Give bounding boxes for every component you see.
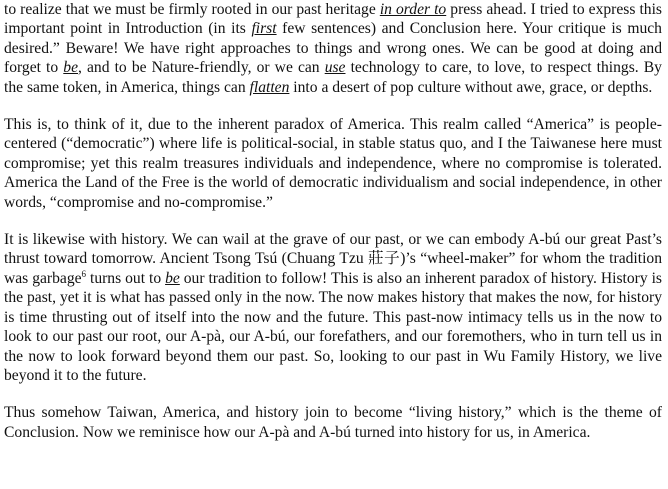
text-run: few sentences) and Conclusion here. Your critique is much desired.” Beware! We have right approaches to things and wrong ones. We can be good at doing and forget to bbox=[4, 20, 662, 77]
paragraph-heritage bbox=[4, 0, 662, 97]
emphasized-word: use bbox=[324, 59, 346, 77]
text-run: turns out to bbox=[86, 269, 166, 287]
emphasized-word: be bbox=[165, 269, 180, 287]
paragraph-history bbox=[4, 230, 662, 385]
paragraph-conclusion bbox=[4, 403, 662, 442]
text-run: This is, to think of it, due to the inherent paradox of America. This realm called “America” is people-centered (“democratic”) where life is political-social, in stable status quo, and I the Taiwanese here must compromise; yet this realm treasures individuals and independence, where no compromise is tolerated. America the Land of the Free is the world of democratic individualism and social independence, in other words, “compromise and no-compromise.” bbox=[4, 116, 662, 211]
text-run: technology to care, to love, to respect things. By the same token, in America, things can bbox=[4, 59, 662, 96]
paragraph-paradox-of-america bbox=[4, 115, 662, 212]
emphasized-word: first bbox=[251, 20, 277, 38]
text-run: our tradition to follow! This is also an inherent paradox of history. History is the past, yet it is what has passed only in the now. The now makes history that makes the now, for history is time thrusting out of itself into the now and the future. This past-now intimacy tells us in the now to look to our past our root, our A-pà, our A-bú, our forefathers, and our foremothers, who in turn tell us in the now to look forward beyond them our past. So, looking to our past in Wu Family History, we live beyond it to the future. bbox=[4, 269, 662, 384]
footnote-marker: 6 bbox=[81, 268, 87, 279]
text-run: into a desert of pop culture without awe, grace, or depths. bbox=[289, 78, 653, 96]
emphasized-word: in order to bbox=[379, 1, 447, 18]
text-run: , and to be Nature-friendly, or we can bbox=[78, 59, 325, 77]
text-run: press ahead. I tried to express this important point in Introduction (in its bbox=[4, 1, 662, 38]
text-run: Thus somehow Taiwan, America, and history join to become “living history,” which is the theme of Conclusion. Now we reminisce how our A-pà and A-bú turned into history for us, in America. bbox=[4, 404, 662, 441]
emphasized-word: be bbox=[63, 59, 78, 77]
text-run: to realize that we must be firmly rooted in our past heritage bbox=[4, 1, 380, 18]
text-run: It is likewise with history. We can wail at the grave of our past, or we can embody A-bú our great Past’s thrust toward tomorrow. Ancient Tsong Tsú (Chuang Tzu 莊子)’s “wheel-maker” for whom the tradition was garbage bbox=[4, 231, 662, 287]
emphasized-word: flatten bbox=[249, 78, 290, 96]
